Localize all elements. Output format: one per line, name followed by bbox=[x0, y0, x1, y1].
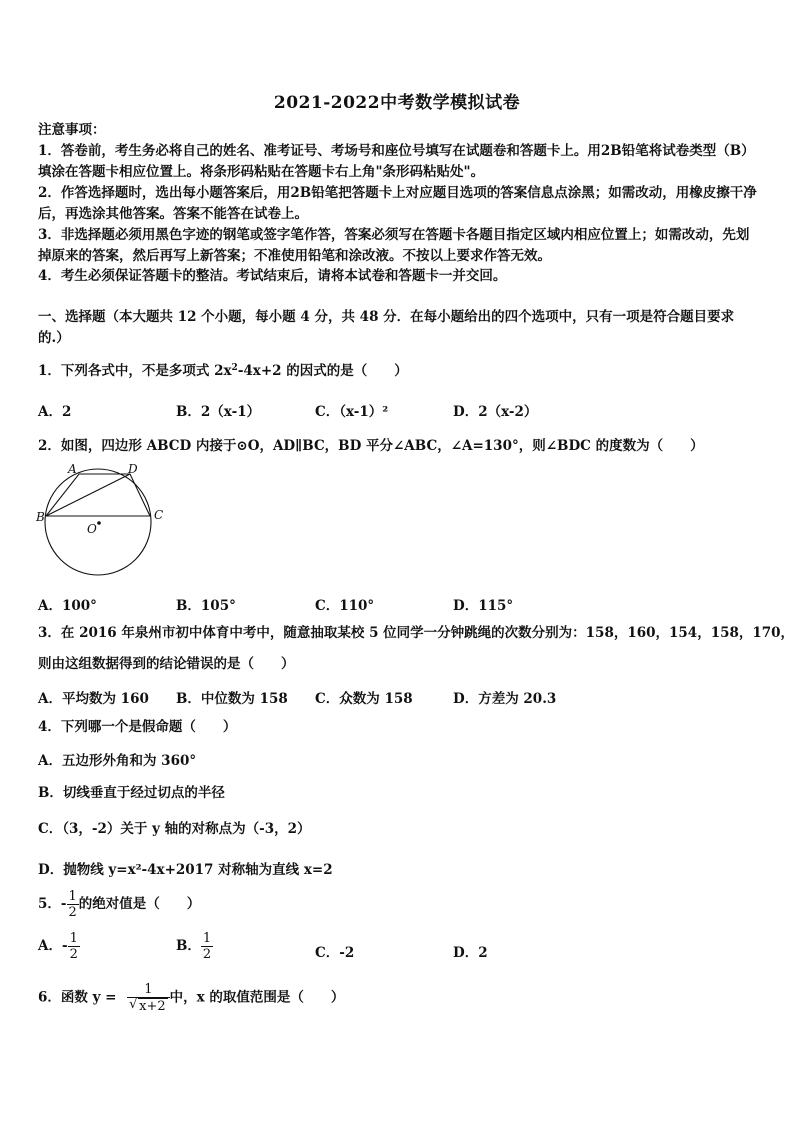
q1-suffix: -4x+2 的因式的是（ ） bbox=[237, 363, 408, 379]
label-b: B bbox=[36, 510, 45, 524]
question-3-line1: 3．在 2016 年泉州市初中体育中考中，随意抽取某校 5 位同学一分钟跳绳的次数分别为：158，160，154，158，170， bbox=[38, 625, 794, 641]
q6-frac-num: 1 bbox=[127, 982, 170, 998]
q1-option-a: A．2 bbox=[38, 404, 72, 420]
label-a: A bbox=[68, 462, 77, 476]
q5-option-a bbox=[38, 931, 80, 962]
question-6 bbox=[38, 982, 344, 1014]
q4-option-d: D．抛物线 y=x²-4x+2017 对称轴为直线 x=2 bbox=[38, 862, 333, 878]
q1-option-d: D．2（x-2） bbox=[453, 404, 538, 420]
q1-sup: 2 bbox=[231, 363, 238, 373]
q5-option-b-fraction bbox=[201, 931, 213, 962]
q6-prefix: 6．函数 y = bbox=[38, 989, 117, 1006]
notice-item-2: 2．作答选择题时，选出每小题答案后，用2B铅笔把答题卡上对应题目选项的答案信息点涂黑；如需改动，用橡皮擦干净后，再选涂其他答案。答案不能答在试卷上。 bbox=[38, 185, 757, 222]
q5-suffix: 的绝对值是（ ） bbox=[78, 896, 201, 912]
label-c: C bbox=[154, 508, 164, 522]
q5-option-b-num: 1 bbox=[202, 931, 212, 946]
diagonal-bd bbox=[46, 474, 130, 516]
q5-option-a-num: 1 bbox=[69, 931, 78, 946]
q5-option-b-den: 2 bbox=[202, 947, 212, 962]
q6-fraction bbox=[127, 982, 170, 1014]
quadrilateral-abcd bbox=[46, 474, 150, 516]
q3-option-d: D．方差为 20.3 bbox=[453, 691, 557, 707]
q4-option-b: B．切线垂直于经过切点的半径 bbox=[38, 785, 225, 801]
section-heading-line1: 一、选择题（本大题共 12 个小题，每小题 4 分，共 48 分．在每小题给出的四个选项中，只有一项是符合题目要求 bbox=[38, 309, 735, 325]
q6-sqrt: √ x+2 bbox=[138, 998, 168, 1014]
q5-option-a-fraction bbox=[68, 931, 80, 962]
q1-option-b: B．2（x-1） bbox=[176, 404, 261, 420]
question-2: 2．如图，四边形 ABCD 内接于⊙O，AD∥BC，BD 平分∠ABC，∠A=130°，则∠BDC 的度数为（ ） bbox=[38, 438, 704, 454]
question-1 bbox=[38, 358, 408, 382]
q5-option-d: D．2 bbox=[453, 945, 488, 961]
center-point bbox=[97, 521, 101, 525]
q1-prefix: 1．下列各式中，不是多项式 2x bbox=[38, 363, 232, 379]
label-o: O bbox=[87, 522, 97, 536]
question-5 bbox=[38, 889, 200, 920]
q5-option-a-den: 2 bbox=[69, 947, 78, 962]
notice-item-3: 3．非选择题必须用黑色字迹的钢笔或签字笔作答，答案必须写在答题卡各题目指定区域内相应位置上；如需改动，先划掉原来的答案，然后再写上新答案；不准使用铅笔和涂改液。不按以上要求作答无效。 bbox=[38, 227, 750, 264]
label-d: D bbox=[128, 462, 138, 476]
q6-frac-den bbox=[127, 998, 170, 1014]
q2-option-a: A．100° bbox=[38, 598, 97, 614]
notice-heading: 注意事项： bbox=[38, 122, 106, 138]
q5-option-a-prefix: A．- bbox=[38, 938, 68, 954]
question-3-line2: 则由这组数据得到的结论错误的是（ ） bbox=[38, 656, 295, 672]
q2-option-b: B．105° bbox=[176, 598, 236, 614]
q3-option-c: C．众数为 158 bbox=[315, 691, 413, 707]
circle-quadrilateral-figure bbox=[32, 460, 172, 586]
q3-option-a: A．平均数为 160 bbox=[38, 691, 149, 707]
q6-suffix: 中，x 的取值范围是（ ） bbox=[169, 989, 345, 1006]
q5-fraction bbox=[67, 889, 79, 920]
exam-title: 2021-2022中考数学模拟试卷 bbox=[273, 93, 521, 113]
section-heading-line2: 的.） bbox=[38, 330, 70, 346]
q5-option-b bbox=[176, 931, 213, 962]
q4-option-c: C．（3，-2）关于 y 轴的对称点为（-3，2） bbox=[38, 821, 311, 837]
question-4: 4．下列哪一个是假命题（ ） bbox=[38, 719, 237, 735]
q1-option-c: C．（x-1）² bbox=[315, 404, 389, 420]
q5-option-c: C．-2 bbox=[315, 945, 355, 961]
q2-option-c: C．110° bbox=[315, 598, 375, 614]
q2-option-d: D．115° bbox=[453, 598, 514, 614]
q4-option-a: A．五边形外角和为 360° bbox=[38, 753, 197, 769]
notice-item-4: 4．考生必须保证答题卡的整洁。考试结束后，请将本试卷和答题卡一并交回。 bbox=[38, 268, 507, 284]
q5-prefix: 5．- bbox=[38, 896, 67, 912]
q5-frac-num: 1 bbox=[68, 889, 77, 904]
q5-frac-den: 2 bbox=[68, 905, 77, 920]
notice-item-1: 1．答卷前，考生务必将自己的姓名、准考证号、考场号和座位号填写在试题卷和答题卡上。用2B铅笔将试卷类型（B）填涂在答题卡相应位置上。将条形码粘贴在答题卡右上角"条形码粘贴处"。 bbox=[38, 143, 755, 180]
q5-option-b-prefix: B． bbox=[176, 938, 201, 954]
q3-option-b: B．中位数为 158 bbox=[176, 691, 288, 707]
